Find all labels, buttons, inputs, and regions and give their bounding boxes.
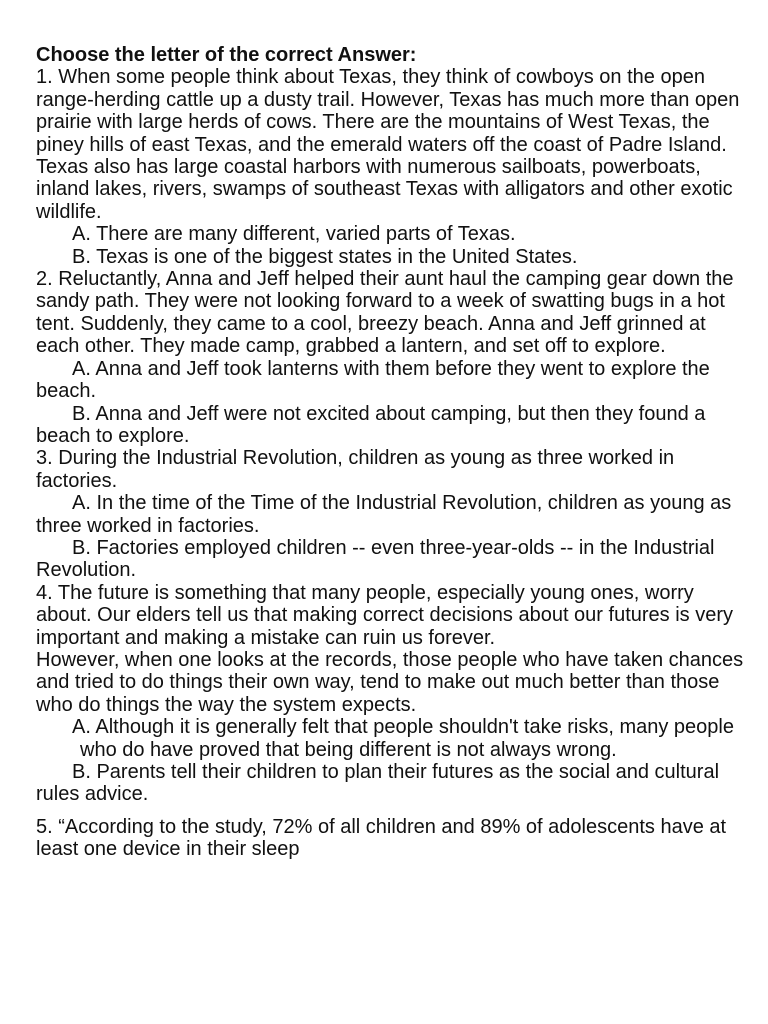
question-2-text: 2. Reluctantly, Anna and Jeff helped their aunt haul the camping gear down the sandy path. They were not looking forward to a week of swatting bugs in a hot tent. Suddenly, they came to a cool, breezy beach. Anna and Jeff grinned at each other. They made camp, grabbed a lantern, and set off to explore. bbox=[36, 268, 734, 358]
question-4-text-continued: However, when one looks at the records, those people who have taken chances and tried to do things their own way, tend to make out much better than those who do things the way the system expects. bbox=[36, 648, 744, 716]
question-3-text: 3. During the Industrial Revolution, children as young as three worked in factories. bbox=[36, 447, 675, 492]
question-1-option-a: A. There are many different, varied parts of Texas. bbox=[72, 223, 516, 246]
question-4-option-b: B. Parents tell their children to plan their futures as the social and cultural rules advice. bbox=[36, 761, 720, 806]
question-1-text: 1. When some people think about Texas, they think of cowboys on the open range-herding cattle up a dusty trail. However, Texas has much more than open prairie with large herds of cows. There are the mountains of West Texas, the piney hills of east Texas, and the emerald waters off the coast of Padre Island. Texas also has large coastal harbors with numerous sailboats, powerboats, inland lakes, rivers, swamps of southeast Texas with alligators and other exotic wildlife. bbox=[36, 66, 740, 223]
worksheet-heading: Choose the letter of the correct Answer: bbox=[36, 44, 417, 66]
question-1-option-b: B. Texas is one of the biggest states in the United States. bbox=[72, 245, 578, 268]
question-3-option-b: B. Factories employed children -- even three-year-olds -- in the Industrial Revolution. bbox=[36, 536, 715, 582]
question-2-option-b: B. Anna and Jeff were not excited about camping, but then they found a beach to explore. bbox=[36, 402, 706, 447]
question-3-option-a: A. In the time of the Time of the Industrial Revolution, children as young as three worked in factories. bbox=[36, 492, 732, 537]
worksheet-page bbox=[36, 44, 746, 861]
question-4-text: 4. The future is something that many people, especially young ones, worry about. Our elders tell us that making correct decisions about our futures is very important and making a mistake can ruin us forever. bbox=[36, 581, 734, 649]
question-2-option-a: A. Anna and Jeff took lanterns with them before they went to explore the beach. bbox=[36, 357, 710, 403]
question-4-option-a: A. Although it is generally felt that people shouldn't take risks, many people who do have proved that being different is not always wrong. bbox=[72, 716, 734, 761]
question-5-text: 5. “According to the study, 72% of all children and 89% of adolescents have at least one device in their sleep bbox=[36, 815, 727, 861]
